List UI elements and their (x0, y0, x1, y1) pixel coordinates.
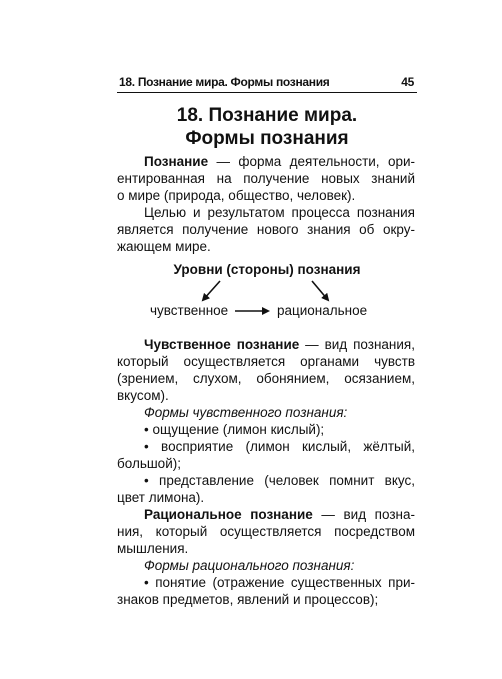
intro-line-4: Целью и результатом процесса познания (144, 205, 415, 220)
chapter-title (117, 104, 417, 150)
diagram-rational-label: рациональное (277, 303, 368, 318)
intro-term: Познание (144, 154, 209, 169)
sensory-line-2: который осуществляется органами чувств (117, 354, 415, 369)
intro-line-2: ентированная на получение новых знаний (117, 171, 415, 186)
rational-line-2: ния, который осуществляется посредством (117, 524, 415, 539)
page-number: 45 (401, 75, 414, 89)
rational-line-1 (144, 506, 415, 523)
intro-line-3: о мире (природа, общество, человек). (117, 188, 356, 203)
chapter-title-line-2: Формы познания (185, 128, 349, 149)
intro-line-5: является получение нового знания об окру- (117, 222, 415, 237)
intro-line-6: жающем мире. (117, 239, 211, 254)
chapter-title-line-1: 18. Познание мира. (176, 105, 358, 126)
sensory-line-4: вкусом). (117, 388, 169, 403)
running-title: 18. Познание мира. Формы познания (119, 75, 330, 89)
sensory-item-2-line-1: • восприятие (лимон кислый, жёлтый, (144, 439, 415, 454)
sensory-forms-heading: Формы чувственного познания: (144, 405, 348, 420)
arrow-to-rational (312, 281, 328, 300)
diagram-sensory-label: чувственное (150, 303, 229, 318)
intro-line-1 (144, 153, 415, 170)
sensory-line-1-text: — вид познания, (299, 337, 415, 352)
rational-item-1-line-2: знаков предметов, явлений и процессов); (117, 592, 379, 607)
running-head (119, 75, 414, 92)
rational-line-3: мышления. (117, 541, 189, 556)
sensory-item-1: • ощущение (лимон кислый); (144, 422, 325, 437)
sensory-item-2-line-2: большой); (117, 456, 181, 471)
rational-line-1-text: — вид позна- (312, 507, 415, 522)
sensory-item-3-line-1: • представление (человек помнит вкус, (144, 473, 415, 488)
sensory-line-1 (144, 336, 415, 353)
rational-forms-heading: Формы рационального познания: (144, 558, 355, 573)
sensory-term: Чувственное познание (144, 337, 300, 352)
arrow-to-sensory (203, 281, 220, 300)
intro-line-1-text: — форма деятельности, ори- (208, 154, 415, 169)
rational-item-1-line-1: • понятие (отражение существенных при- (144, 575, 415, 590)
sensory-item-3-line-2: цвет лимона). (117, 490, 205, 505)
sensory-line-3: (зрением, слухом, обонянием, осязанием, (117, 371, 415, 386)
diagram-title: Уровни (стороны) познания (173, 262, 361, 277)
header-rule (117, 92, 417, 93)
rational-term: Рациональное познание (144, 507, 313, 522)
